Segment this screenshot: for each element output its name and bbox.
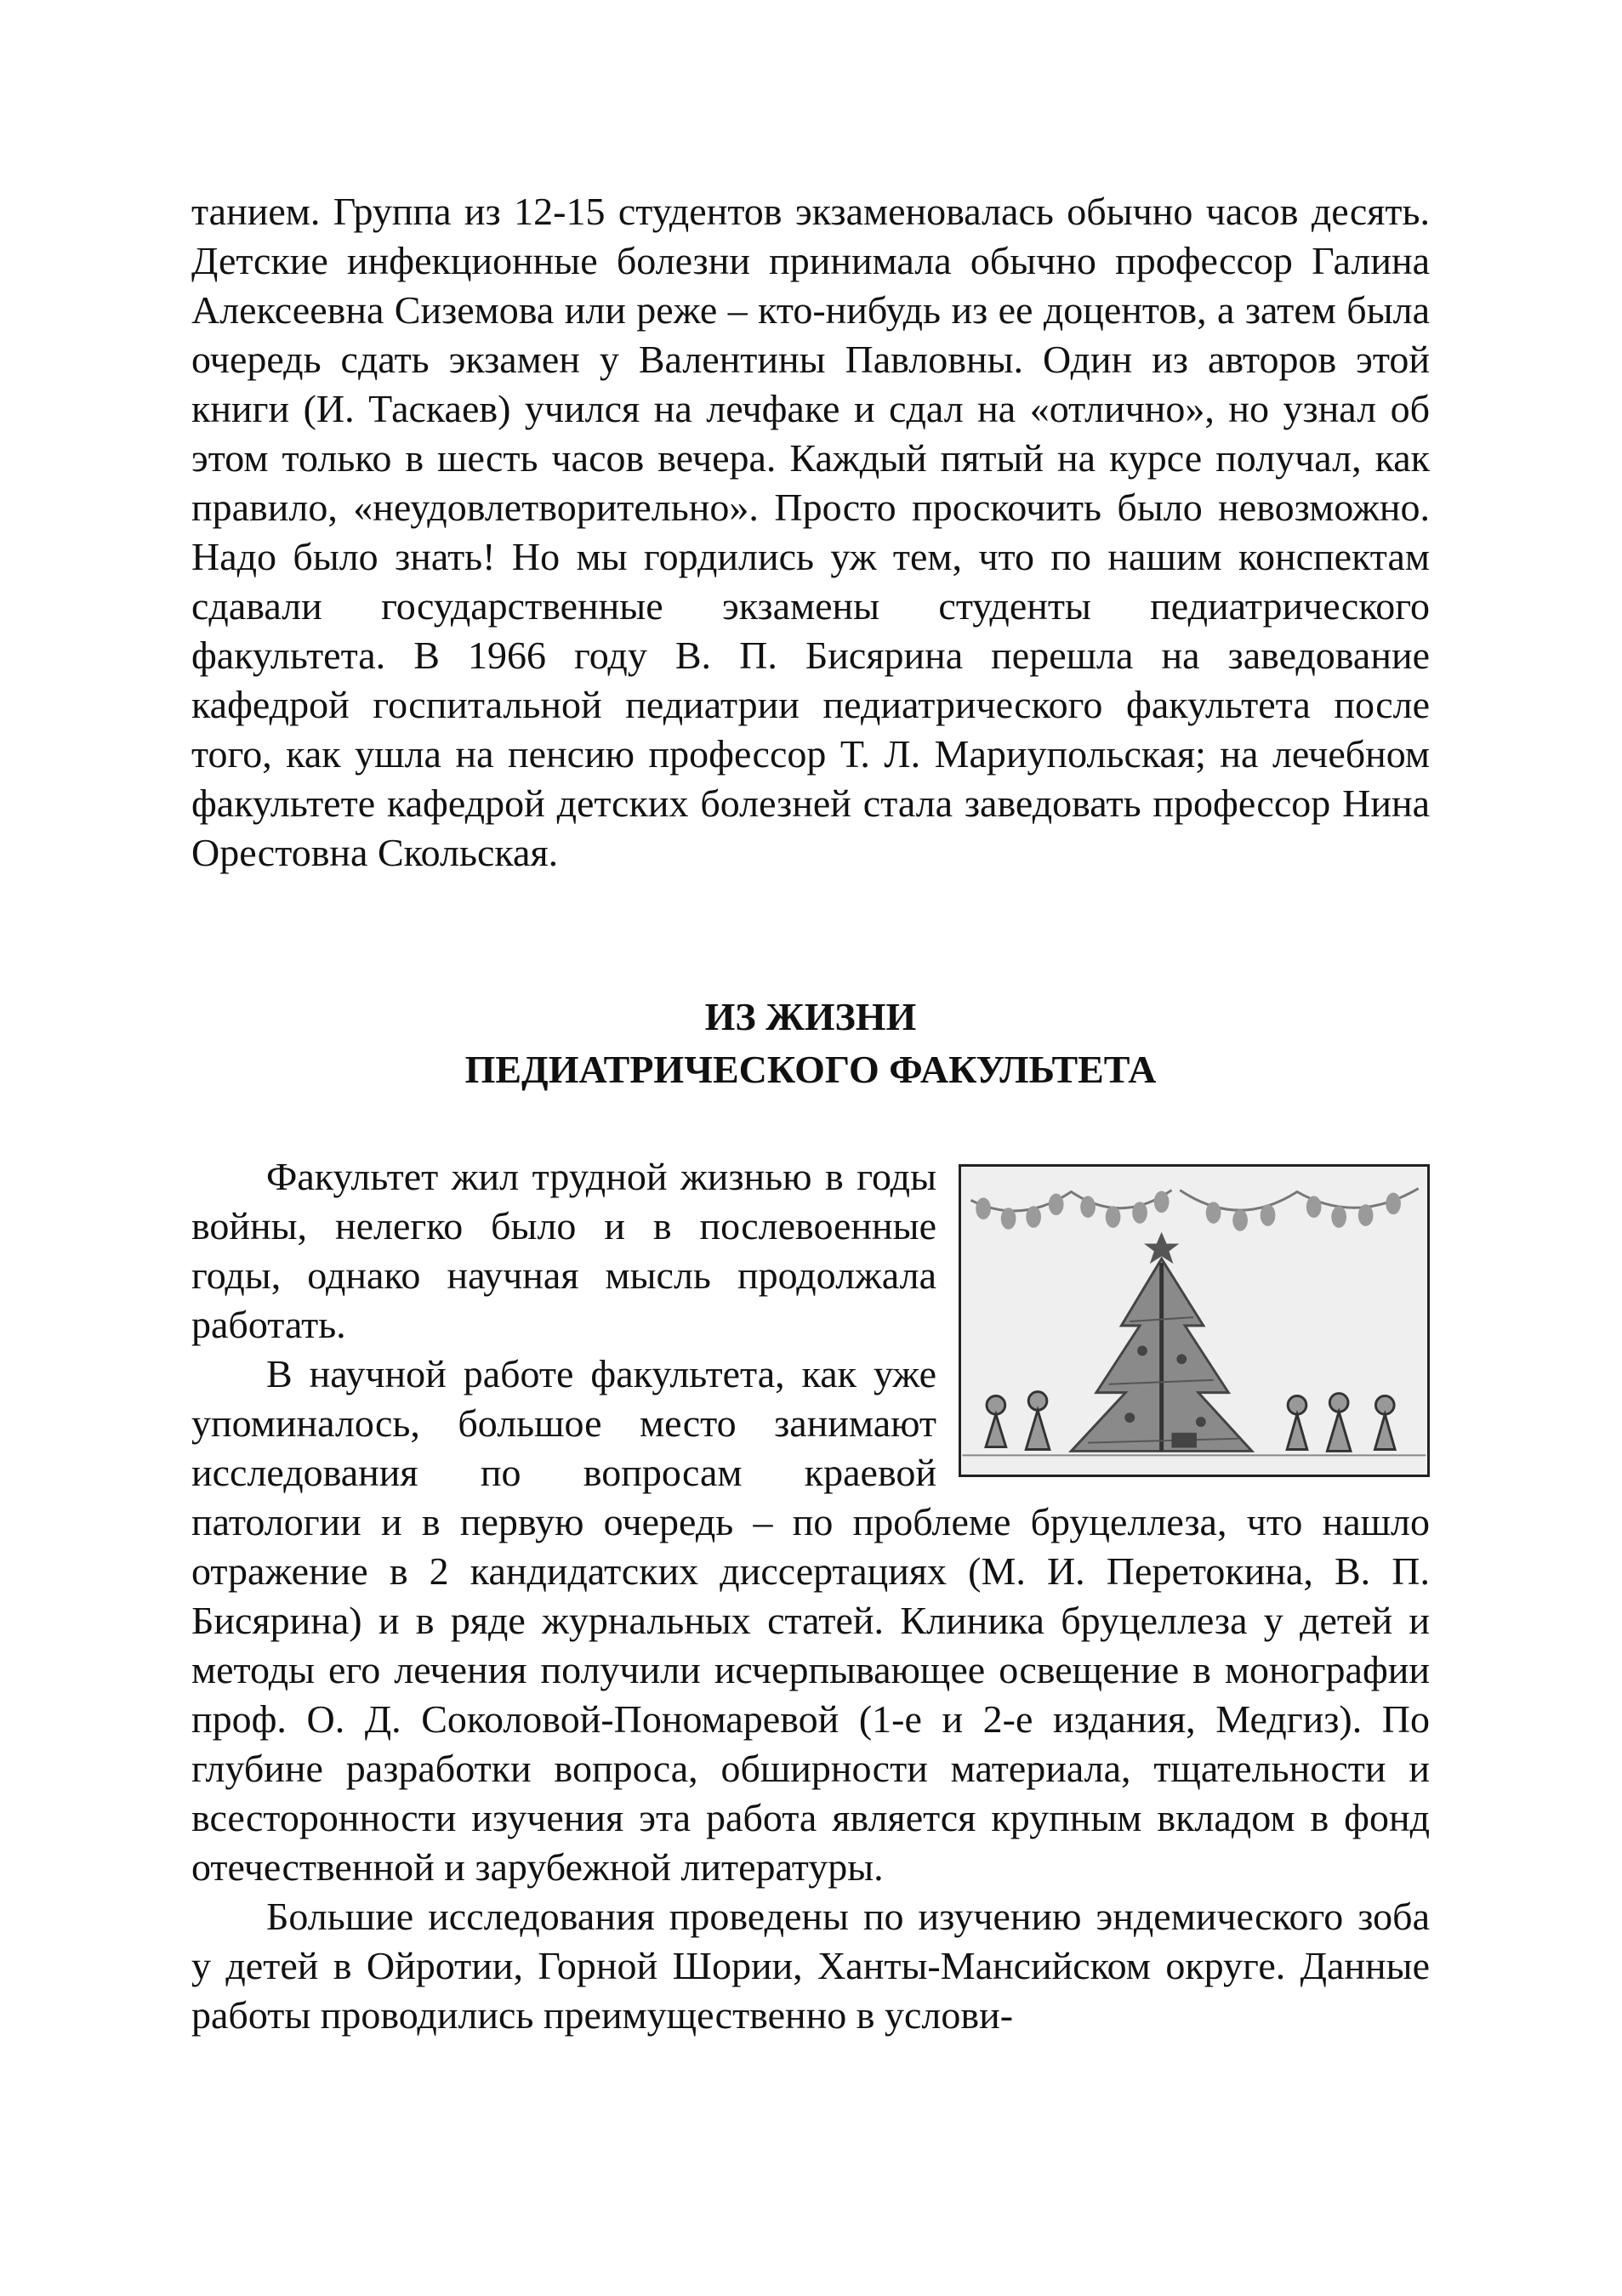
paragraph-2: В научной работе факультета, как уже упоминалось, большое место занимают исследования по вопросам краевой патологии и в первую очередь – по проблеме бруцеллеза, что нашло отражение в 2 кандидатских диссертациях (М. И. Перетокина, В. П. Бисярина) и в ряде журнальных статей. Клиника бруцеллеза у детей и методы его лечения получили исчерпывающее освещение в монографии проф. О. Д. Соколовой-Пономаревой (1-е и 2-е издания, Медгиз). По глубине разработки вопроса, обширности материала, тщательности и всесторонности изучения эта работа является крупным вкладом в фонд отечественной и зарубежной литературы. [191,1352,1430,1889]
christmas-tree-drawing-figure [959,1164,1430,1477]
intro-paragraph: танием. Группа из 12-15 студентов экзаменовалась обычно часов десять. Детские инфекционные болезни принимала обычно профессор Галина Алексеевна Сиземова или реже – кто-нибудь из ее доцентов, а затем была очередь сдать экзамен у Валентины Павловны. Один из авторов этой книги (И. Таскаев) учился на лечфаке и сдал на «отлично», но узнал об этом только в шесть часов вечера. Каждый пятый на курсе получал, как правило, «неудовлетворительно». Просто проскочить было невозможно. Надо было знать! Но мы гордились уж тем, что по нашим конспектам сдавали государственные экзамены студенты педиатрического факультета. В 1966 году В. П. Бисярина перешла на заведование кафедрой госпитальной педиатрии педиатрического факультета после того, как ушла на пенсию профессор Т. Л. Мариупольская; на лечебном факультете кафедрой детских болезней стала заведовать профессор Нина Орестовна Скольская. [191,190,1430,874]
section-heading-line-1: ИЗ ЖИЗНИ [704,995,917,1038]
paragraph-1: Факультет жил трудной жизнью в годы войны, нелегко было и в послевоенные годы, однако научная мысль продолжала работать. [191,1155,936,1346]
section-body [191,1152,1430,2040]
section-heading [191,991,1430,1096]
section-heading-line-2: ПЕДИАТРИЧЕСКОГО ФАКУЛЬТЕТА [464,1048,1157,1091]
intro-text-block [191,187,1430,878]
paragraph-3: Большие исследования проведены по изучению эндемического зоба у детей в Ойротии, Горной Шории, Ханты-Мансийском округе. Данные работы проводились преимущественно в услови- [191,1895,1430,2037]
christmas-tree-drawing-icon [961,1167,1427,1475]
